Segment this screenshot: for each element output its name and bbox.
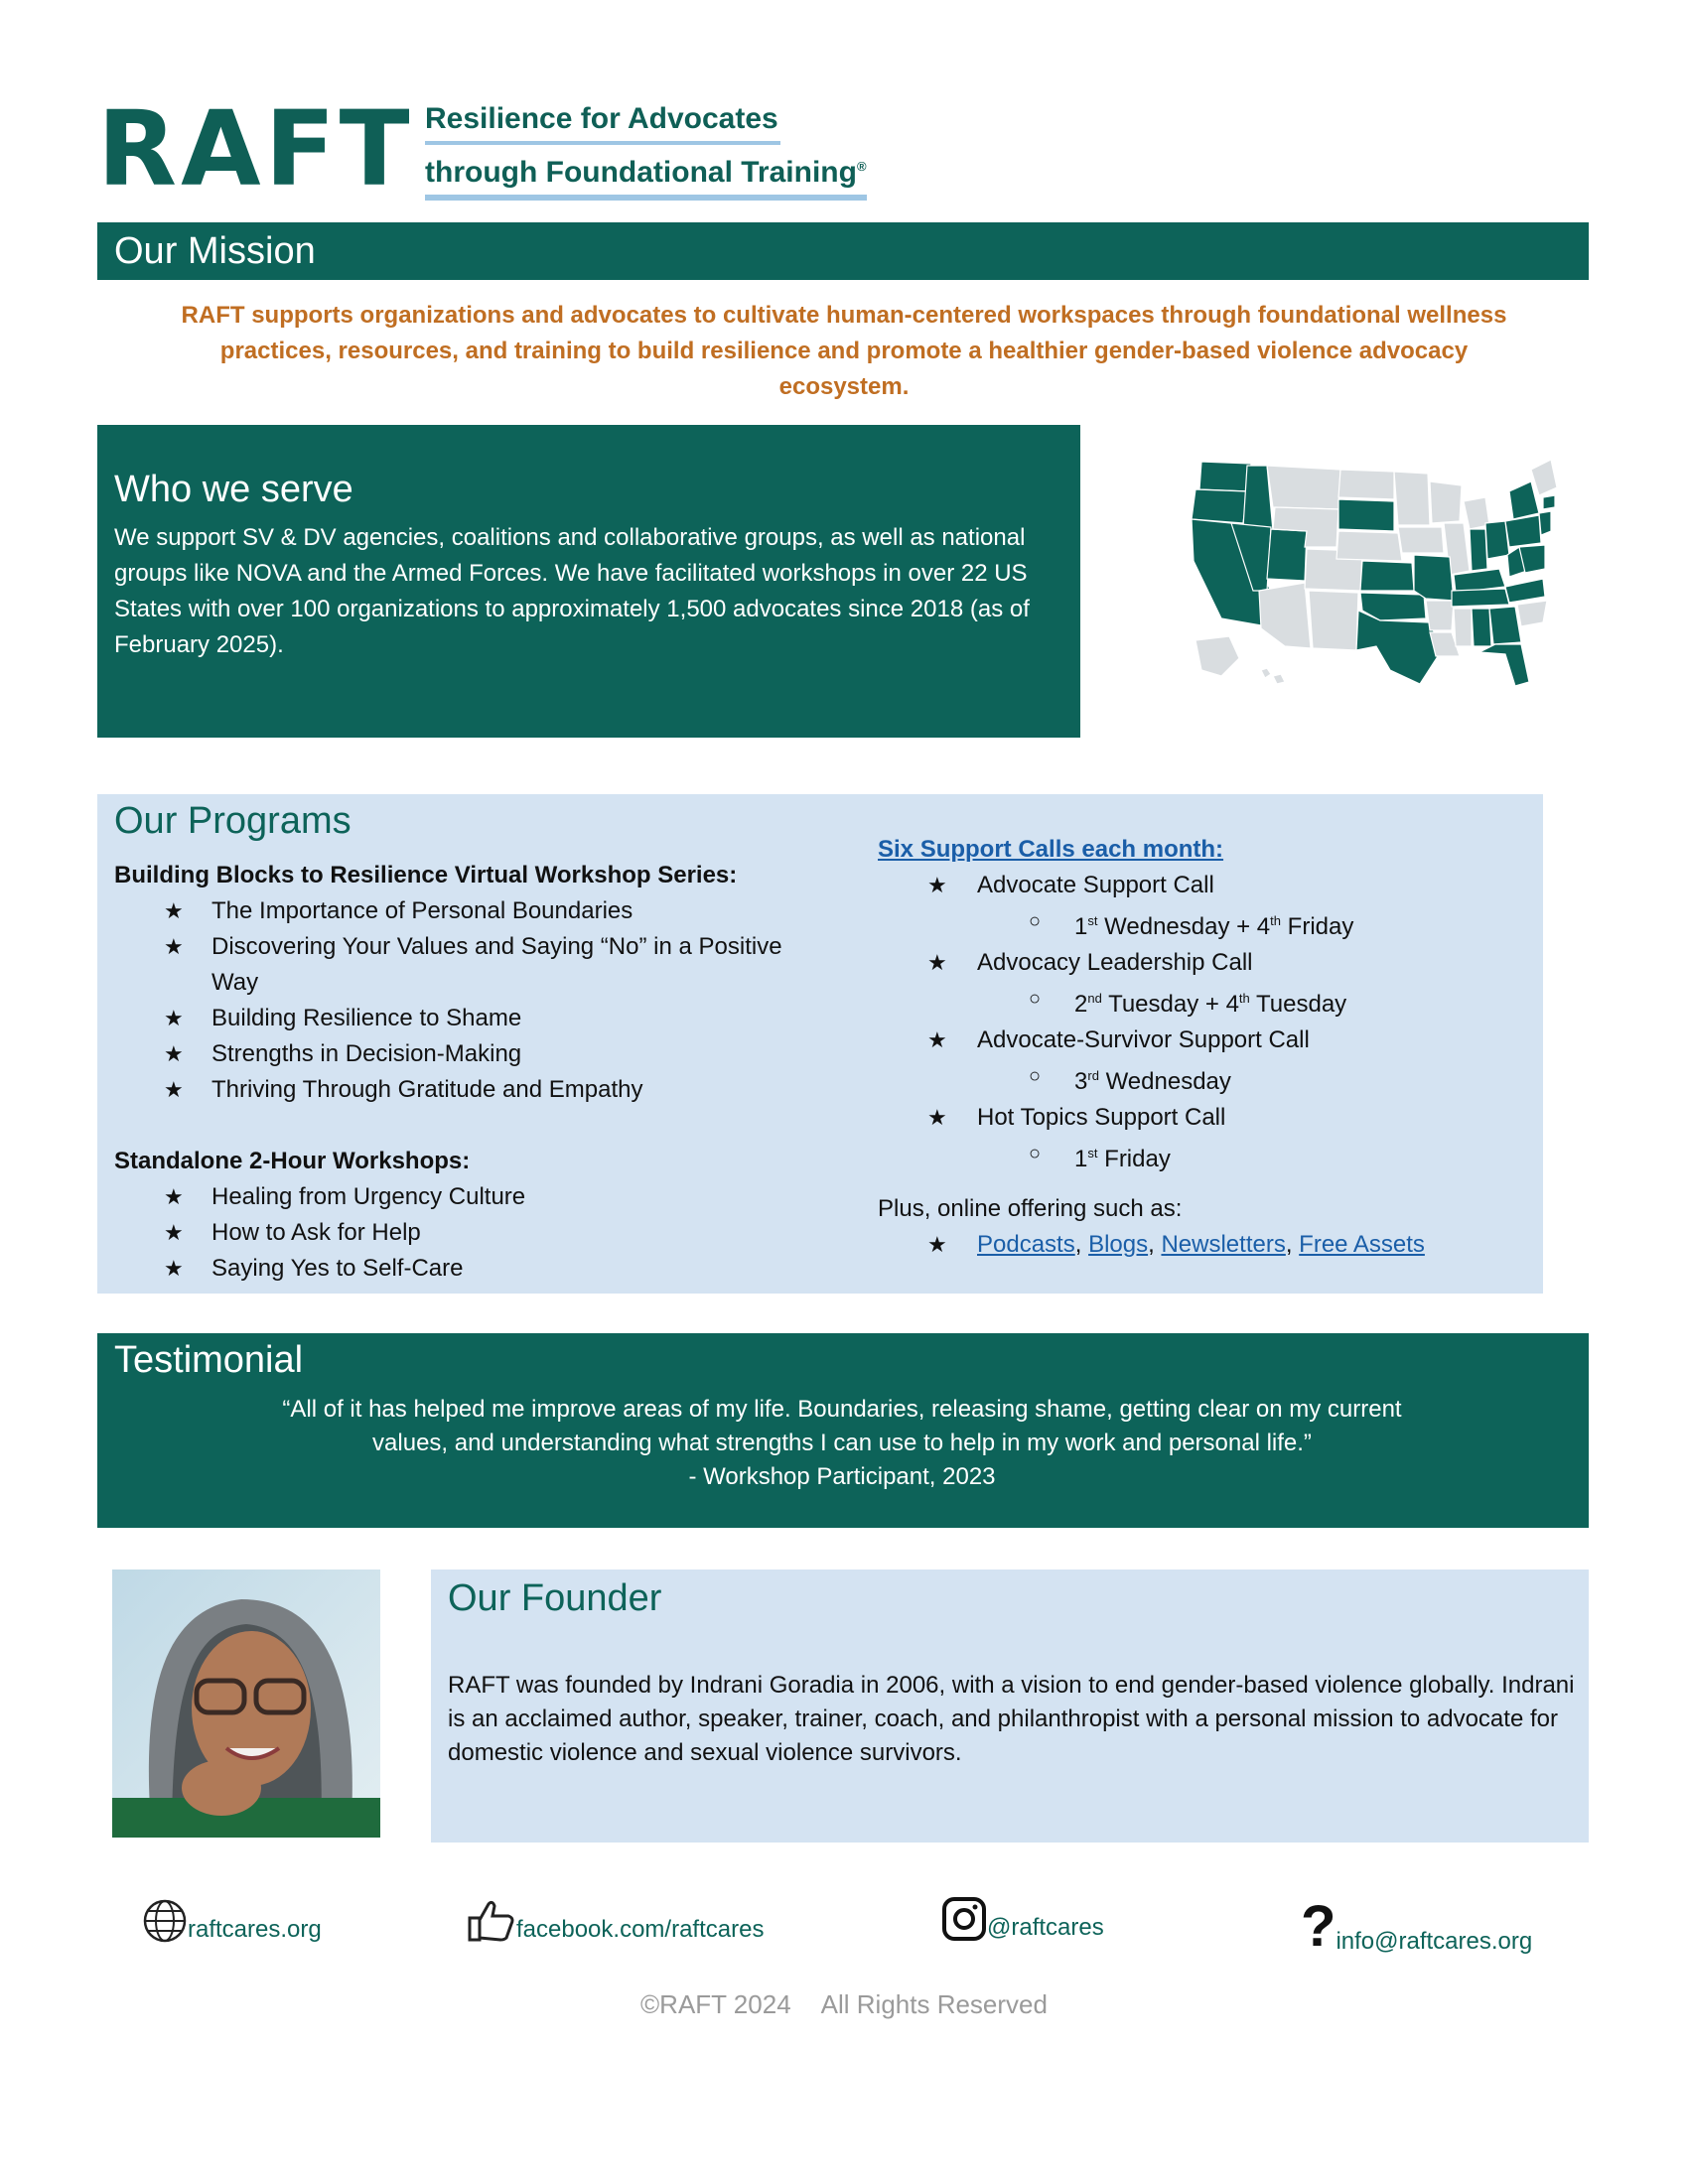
- online-links: ★ Podcasts, Blogs, Newsletters, Free Assets: [878, 1227, 1533, 1263]
- testimonial-attribution: - Workshop Participant, 2023: [688, 1463, 996, 1490]
- mission-section-bar: [97, 222, 1589, 280]
- facebook-link[interactable]: facebook.com/raftcares: [516, 1916, 765, 1943]
- who-we-serve-title: Who we serve: [114, 469, 353, 510]
- newsletters-link[interactable]: Newsletters: [1161, 1231, 1286, 1258]
- star-icon: ★: [927, 873, 947, 897]
- founder-section: [431, 1570, 1589, 1843]
- support-calls-link[interactable]: Six Support Calls each month:: [878, 836, 1224, 863]
- list-item: ★ Discovering Your Values and Saying “No” in a Positive Way: [114, 929, 829, 1001]
- support-call-schedule: ○ 3rd Wednesday: [878, 1058, 1533, 1100]
- standalone-list: [114, 1179, 829, 1287]
- founder-title: Our Founder: [448, 1577, 662, 1619]
- circle-bullet-icon: ○: [1029, 910, 1042, 932]
- copyright-text: ©RAFT 2024: [640, 1989, 791, 2019]
- circle-bullet-icon: ○: [1029, 1065, 1042, 1087]
- podcasts-link[interactable]: Podcasts: [977, 1231, 1075, 1258]
- star-icon: ★: [164, 1006, 184, 1030]
- standalone-heading: Standalone 2-Hour Workshops:: [114, 1148, 471, 1174]
- website-link[interactable]: raftcares.org: [188, 1916, 322, 1943]
- star-icon: ★: [927, 1027, 947, 1052]
- email-link[interactable]: info@raftcares.org: [1336, 1928, 1533, 1955]
- facebook-contact[interactable]: [467, 1898, 764, 1944]
- star-icon: ★: [927, 1232, 947, 1257]
- support-call-schedule: ○ 2nd Tuesday + 4th Tuesday: [878, 981, 1533, 1023]
- raft-logo: RAFT: [97, 88, 414, 209]
- support-call-item: ★ Hot Topics Support Call: [878, 1100, 1533, 1136]
- star-icon: ★: [927, 950, 947, 975]
- testimonial-section: [97, 1333, 1589, 1528]
- circle-bullet-icon: ○: [1029, 988, 1042, 1010]
- star-icon: ★: [927, 1105, 947, 1130]
- support-call-schedule: ○ 1st Wednesday + 4th Friday: [878, 903, 1533, 945]
- who-we-serve-box: [97, 425, 1080, 738]
- website-contact[interactable]: [142, 1898, 322, 1944]
- instagram-icon: [941, 1896, 987, 1942]
- blogs-link[interactable]: Blogs: [1088, 1231, 1149, 1258]
- star-icon: ★: [164, 1184, 184, 1209]
- list-item: ★ Saying Yes to Self-Care: [114, 1251, 829, 1287]
- support-call-item: ★ Advocacy Leadership Call: [878, 945, 1533, 981]
- star-icon: ★: [164, 898, 184, 923]
- instagram-contact[interactable]: [941, 1896, 1104, 1942]
- programs-title: Our Programs: [114, 800, 352, 842]
- star-icon: ★: [164, 1256, 184, 1281]
- star-icon: ★: [164, 1220, 184, 1245]
- testimonial-title: Testimonial: [114, 1339, 304, 1381]
- star-icon: ★: [164, 934, 184, 959]
- mission-title: Our Mission: [114, 230, 316, 272]
- list-item: ★ How to Ask for Help: [114, 1215, 829, 1251]
- support-call-item: ★ Advocate-Survivor Support Call: [878, 1023, 1533, 1058]
- series-list: [114, 893, 829, 1108]
- us-states-map: [1182, 452, 1559, 690]
- list-item: ★ Strengths in Decision-Making: [114, 1036, 829, 1072]
- series-heading: Building Blocks to Resilience Virtual Workshop Series:: [114, 862, 738, 888]
- rights-text: All Rights Reserved: [820, 1989, 1048, 2019]
- logo-tagline: [425, 97, 867, 201]
- star-icon: ★: [164, 1041, 184, 1066]
- founder-photo: [112, 1570, 380, 1838]
- founder-text: RAFT was founded by Indrani Goradia in 2006, with a vision to end gender-based violence globally. Indrani is an acclaimed author, speaker, trainer, coach, and philanthropist with a personal mission to advocate for domestic violence and sexual violence survivors.: [448, 1672, 1575, 1766]
- who-we-serve-text: We support SV & DV agencies, coalitions and collaborative groups, as well as national groups like NOVA and the Armed Forces. We have facilitated workshops in over 22 US States with over 100 organizations to approximately 1,500 advocates since 2018 (as of February 2025).: [114, 524, 1030, 658]
- question-mark-icon: ?: [1301, 1894, 1336, 1959]
- list-item: ★ Thriving Through Gratitude and Empathy: [114, 1072, 829, 1108]
- support-call-item: ★ Advocate Support Call: [878, 868, 1533, 903]
- list-item: ★ Building Resilience to Shame: [114, 1001, 829, 1036]
- tagline-line-2: through Foundational Training®: [425, 145, 867, 201]
- programs-right-column: [878, 832, 1533, 1263]
- support-call-schedule: ○ 1st Friday: [878, 1136, 1533, 1177]
- programs-left-column: [114, 858, 829, 1287]
- online-offering-intro: Plus, online offering such as:: [878, 1195, 1183, 1222]
- instagram-link[interactable]: @raftcares: [987, 1914, 1104, 1941]
- star-icon: ★: [164, 1077, 184, 1102]
- tagline-line-1: Resilience for Advocates: [425, 97, 780, 145]
- thumbs-up-icon: [467, 1898, 516, 1944]
- free-assets-link[interactable]: Free Assets: [1299, 1231, 1425, 1258]
- email-contact[interactable]: [1301, 1894, 1533, 1959]
- circle-bullet-icon: ○: [1029, 1143, 1042, 1164]
- programs-section: [97, 794, 1543, 1294]
- globe-icon: [142, 1898, 188, 1944]
- list-item: ★ The Importance of Personal Boundaries: [114, 893, 829, 929]
- testimonial-quote: “All of it has helped me improve areas of my life. Boundaries, releasing shame, getting clear on my current values, and understanding what strengths I can use to help in my work and personal life.” - Workshop Participant, 2023: [246, 1393, 1438, 1494]
- copyright-line: [0, 1989, 1688, 2020]
- list-item: ★ Healing from Urgency Culture: [114, 1179, 829, 1215]
- mission-statement: RAFT supports organizations and advocates to cultivate human-centered workspaces through foundational wellness practices, resources, and training to build resilience and promote a healthier gender-based violence advocacy ecosystem.: [181, 302, 1507, 400]
